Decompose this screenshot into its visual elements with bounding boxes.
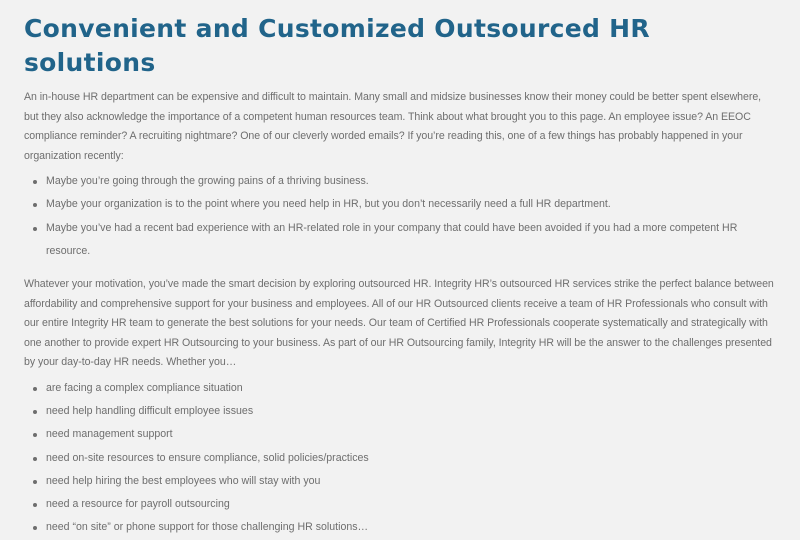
reasons-list [24,170,776,263]
needs-list [24,377,776,540]
list-item: Maybe your organization is to the point where you need help in HR, but you don’t necessarily need a full HR department. [46,193,776,216]
list-item: need “on site” or phone support for those challenging HR solutions… [46,516,776,539]
list-item: Maybe you’re going through the growing pains of a thriving business. [46,170,776,193]
list-item: Maybe you’ve had a recent bad experience with an HR-related role in your company that could have been avoided if you had a more competent HR resource. [46,217,776,264]
intro-paragraph: An in-house HR department can be expensive and difficult to maintain. Many small and midsize businesses know their money could be better spent elsewhere, but they also acknowledge the importance of a competent human resources team. Think about what brought you to this page. An employee issue? An EEOC compliance reminder? A recruiting nightmare? One of our cleverly worded emails? If you’re reading this, one of a few things has probably happened in your organization recently: [24,91,762,162]
second-paragraph: Whatever your motivation, you’ve made the smart decision by exploring outsourced HR. Integrity HR’s outsourced HR services strike the perfect balance between affordability and comprehensive support for your business and employees. All of our HR Outsourced clients receive a team of HR Professionals who consult with our entire Integrity HR team to generate the best solutions for your needs. Our team of Certified HR Professionals cooperate systematically and strategically with one another to provide expert HR Outsourcing to your business. As part of our HR Outsourcing family, Integrity HR will be the answer to the challenges presented by your day-to-day HR needs. Whether you… [24,278,774,369]
list-item: need a resource for payroll outsourcing [46,493,776,516]
list-item: need on-site resources to ensure compliance, solid policies/practices [46,447,776,470]
list-item: need management support [46,423,776,446]
list-item: need help handling difficult employee issues [46,400,776,423]
list-item: need help hiring the best employees who will stay with you [46,470,776,493]
list-item: are facing a complex compliance situation [46,377,776,400]
page-heading: Convenient and Customized Outsourced HR solutions [24,14,650,77]
